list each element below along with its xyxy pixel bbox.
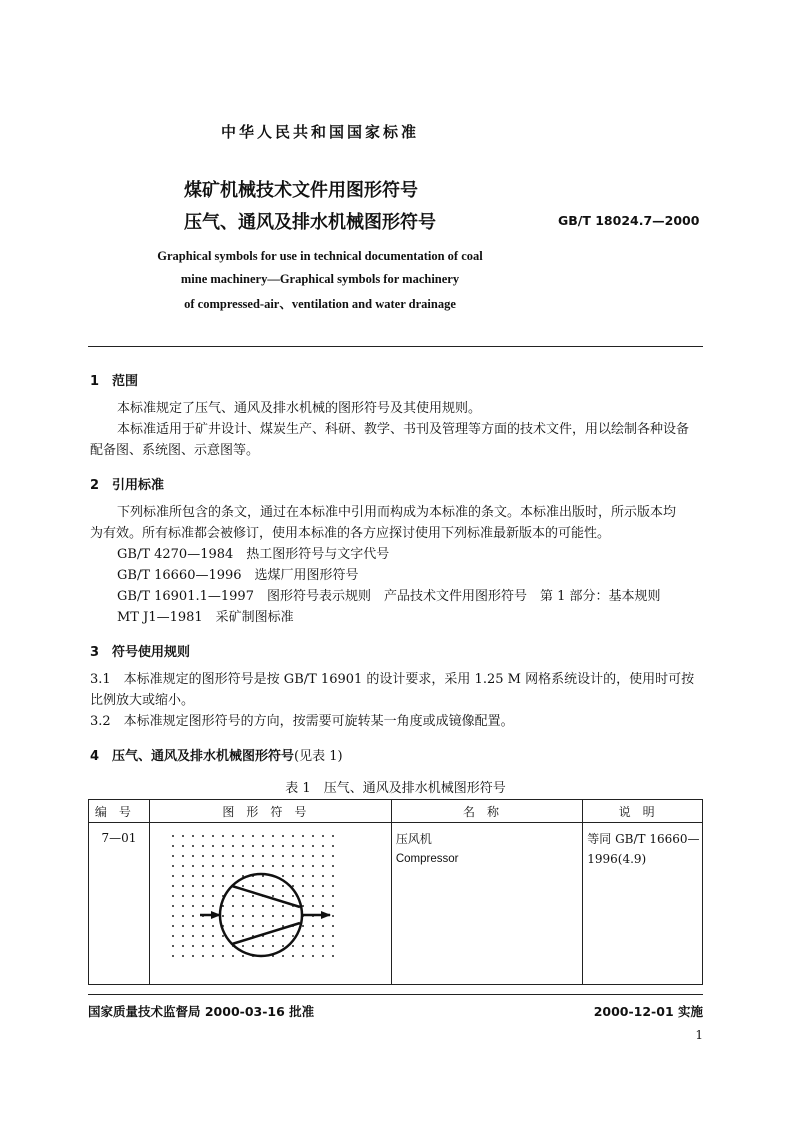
section-4-heading [90,745,343,764]
symbol-name-en: Compressor [395,853,459,865]
section-4-heading-text: 4 压气、通风及排水机械图形符号 [90,749,295,764]
cell-name [391,823,582,985]
section-3-line: 3.1 本标准规定的图形符号是按 GB/T 16901 的设计要求，采用 1.25 M 网格系统设计的，使用时可按 [90,672,695,687]
section-2-line: 下列标准所包含的条文，通过在本标准中引用而构成为本标准的条文。本标准出版时，所示版本均 [117,505,677,520]
header-number: 编号 [89,800,150,823]
cell-symbol [149,823,391,985]
english-title-line3: of compressed-air、ventilation and water drainage [184,297,456,311]
english-title-line2: mine machinery—Graphical symbols for machinery [180,272,460,286]
symbol-table [88,799,703,985]
section-2-heading: 2 引用标准 [90,478,165,493]
section-3-line: 比例放大或缩小。 [90,693,195,708]
footer-divider [88,994,703,995]
implementation-text: 2000-12-01 实施 [593,1004,703,1019]
section-1-line: 本标准规定了压气、通风及排水机械的图形符号及其使用规则。 [117,401,482,416]
header-symbol: 图形符号 [149,800,391,823]
standard-code: GB/T 18024.7—2000 [558,213,700,228]
reference-item: MT J1—1981 采矿制图标准 [117,610,294,625]
symbol-number: 7—01 [101,831,137,845]
document-title-line2: 压气、通风及排水机械图形符号 [184,212,436,233]
reference-item: GB/T 4270—1984 热工图形符号与文字代号 [117,547,390,562]
english-title-line1: Graphical symbols for use in technical documentation of coal [157,249,483,263]
section-4-heading-suffix: (见表 1) [294,749,343,764]
section-1-line: 本标准适用于矿井设计、煤炭生产、科研、教学、书刊及管理等方面的技术文件，用以绘制各种设备 [117,422,690,437]
symbol-note-line1: 等同 GB/T 16660— [587,832,700,846]
reference-item: GB/T 16660—1996 选煤厂用图形符号 [117,568,359,583]
document-title-line1: 煤矿机械技术文件用图形符号 [184,180,418,201]
approval-text: 国家质量技术监督局 2000-03-16 批准 [88,1004,315,1019]
country-standard-title: 中华人民共和国国家标准 [220,123,419,141]
dot-grid [170,833,342,963]
compressor-symbol-icon [150,823,391,975]
cell-number [89,823,150,985]
section-1-line: 配备图、系统图、示意图等。 [90,443,260,458]
section-2-line: 为有效。所有标准都会被修订，使用本标准的各方应探讨使用下列标准最新版本的可能性。 [90,526,611,541]
symbol-note-line2: 1996(4.9) [587,852,647,866]
table-caption: 表 1 压气、通风及排水机械图形符号 [285,781,506,796]
header-divider [88,346,703,347]
section-3-line: 3.2 本标准规定图形符号的方向，按需要可旋转某一角度或成镜像配置。 [90,714,514,729]
table-header-row [89,800,703,823]
section-1-heading: 1 范围 [90,374,139,389]
header-name: 名称 [391,800,582,823]
symbol-name-cn: 压风机 [395,832,432,846]
reference-item: GB/T 16901.1—1997 图形符号表示规则 产品技术文件用图形符号 第 1 部分：基本规则 [117,589,661,604]
section-3-heading: 3 符号使用规则 [90,645,191,660]
page-number: 1 [695,1028,703,1042]
cell-note [583,823,703,985]
header-note: 说明 [583,800,703,823]
table-row [89,823,703,985]
